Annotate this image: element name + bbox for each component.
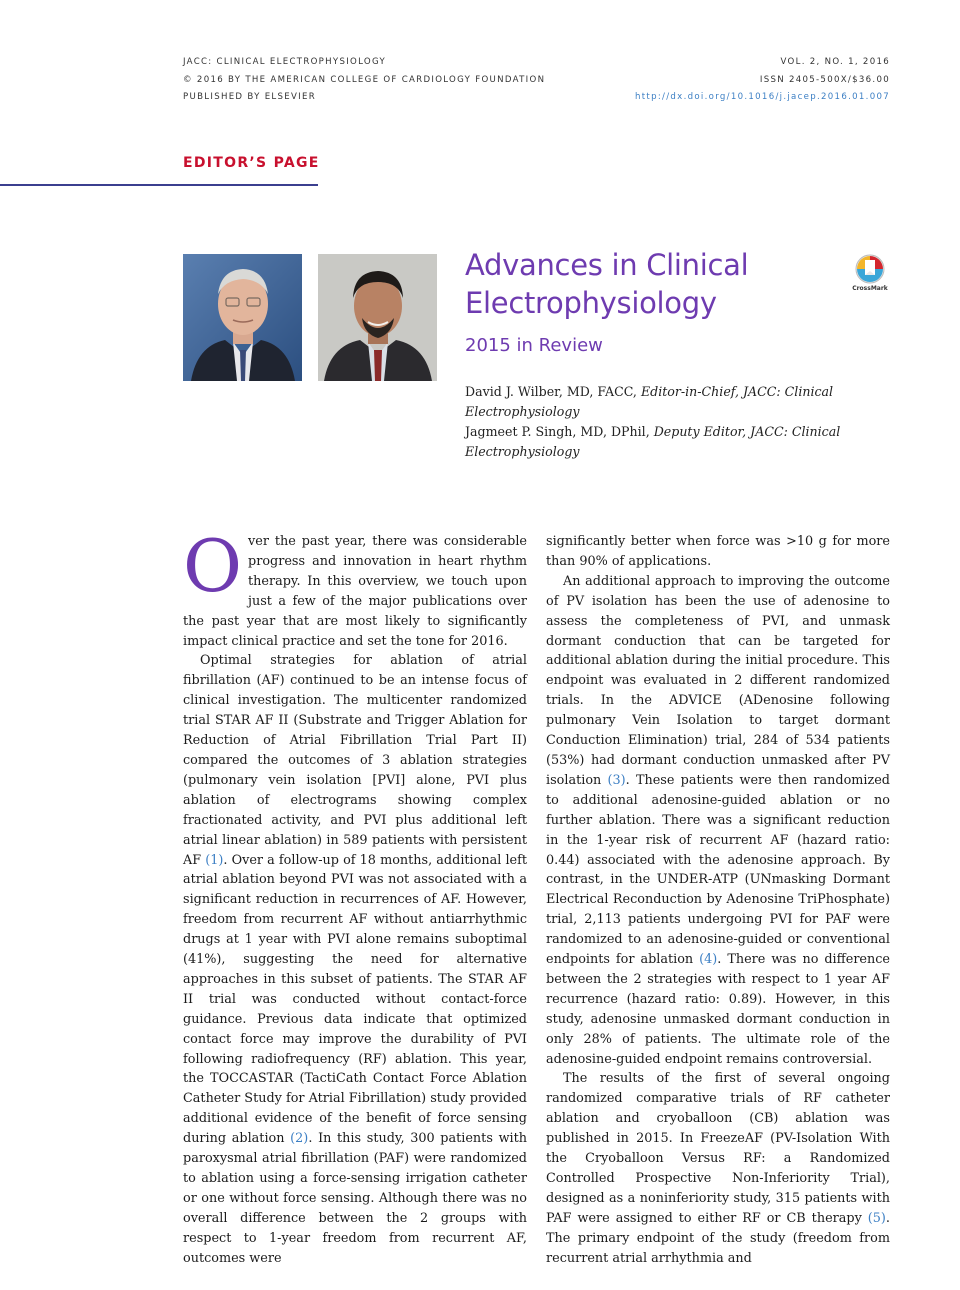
crossmark-icon[interactable] — [852, 254, 888, 292]
reference-link[interactable]: (5) — [867, 1210, 886, 1226]
crossmark-label: CrossMark — [852, 285, 888, 292]
paragraph-intro: Over the past year, there was considerable progress and innovation in heart rhythm therapy. In this overview, we touch upon just a few of the major publications over the past year that are most likely to significantly impact clinical practice and set the tone for 2016. — [183, 524, 527, 649]
paragraph-cryoballoon: The results of the first of several ongoing randomized comparative trials of RF catheter ablation and cryoballoon (CB) ablation was published in 2015. In FreezeAF (PV-Isolation With the Cryoballoon Versus RF: a Randomized Controlled Prospective Non-Inferiority Trial), designed as a noninferiority study, 315 patients with PAF were assigned to either RF or CB therapy (5). The primary endpoint of the study (freedom from recurrent atrial arrhythmia and — [546, 1071, 890, 1266]
reference-link[interactable]: (4) — [699, 952, 718, 968]
author-photo-wilber — [183, 254, 302, 381]
copyright-line: © 2016 BY THE AMERICAN COLLEGE OF CARDIOLOGY FOUNDATION — [183, 74, 546, 85]
journal-header — [183, 54, 545, 107]
volume-line: VOL. 2, NO. 1, 2016 — [780, 57, 890, 67]
author-role: Deputy Editor, JACC: Clinical Electrophysiology — [465, 424, 841, 459]
section-label: EDITOR’S PAGE — [183, 155, 320, 171]
reference-link[interactable]: (3) — [607, 772, 626, 788]
author-entry — [465, 422, 885, 462]
paragraph-af-ablation: Optimal strategies for ablation of atrial fibrillation (AF) continued to be an intense focus of clinical investigation. The multicenter randomized trial STAR AF II (Substrate and Trigger Ablation for Reduction of Atrial Fibrillation Trial Part II) compared the outcomes of 3 ablation strategies (pulmonary vein isolation [PVI] alone, PVI plus ablation of electrograms showing complex fractionated activity, and PVI plus additional left atrial linear ablation) in 589 patients with persistent AF (1). Over a follow-up of 18 months, additional left atrial ablation beyond PVI was not associated with a significant reduction in recurrences of AF. However, freedom from recurrent AF without antiarrhythmic drugs at 1 year with PVI alone remains suboptimal (41%), suggesting the need for alternative approaches in this subset of patients. The STAR AF II trial was conducted without contact-force guidance. Previous data indicate that optimized contact force may improve the durability of PVI following radiofrequency (RF) ablation. This year, the TOCCASTAR (TactiCath Contact Force Ablation Catheter Study for Atrial Fibrillation) study provided additional evidence of the benefit of force sensing during ablation (2). In this study, 300 patients with paroxysmal atrial fibrillation (PAF) were randomized to ablation using a force-sensing irrigation catheter or one without force sensing. Although there was no overall difference between the 2 groups with respect to 1-year freedom from recurrent AF, outcomes were — [183, 653, 527, 1266]
doi-link[interactable]: http://dx.doi.org/10.1016/j.jacep.2016.01.007 — [635, 92, 890, 102]
reference-link[interactable]: (2) — [290, 1131, 309, 1147]
article-subtitle: 2015 in Review — [465, 335, 603, 356]
article-title: Advances in Clinical Electrophysiology — [465, 248, 749, 320]
author-photo-singh — [318, 254, 437, 381]
body-column-left — [183, 524, 527, 1269]
paragraph-continued: significantly better when force was >10 g for more than 90% of applications. — [546, 534, 890, 569]
author-name: Jagmeet P. Singh, MD, DPhil, — [465, 424, 654, 439]
paragraph-adenosine: An additional approach to improving the outcome of PV isolation has been the use of adenosine to assess the completeness of PVI, and unmask dormant conduction that can be targeted for additional ablation during the initial procedure. This endpoint was evaluated in 2 different randomized trials. In the ADVICE (ADenosine following pulmonary Vein Isolation to target dormant Conduction Elimination) trial, 284 of 534 patients (53%) had dormant conduction unmasked after PV isolation (3). These patients were then randomized to additional adenosine-guided ablation or no further ablation. There was a significant reduction in the 1-year risk of recurrent AF (hazard ratio: 0.44) associated with the adenosine approach. By contrast, in the UNDER-ATP (UNmasking Dormant Electrical Reconduction by Adenosine TriPhosphate) trial, 2,113 patients undergoing PVI for PAF were randomized to an adenosine-guided or conventional endpoints for ablation (4). There was no difference between the 2 strategies with respect to 1 year AF recurrence (hazard ratio: 0.89). However, in this study, adenosine unmasked dormant conduction in only 28% of patients. The ultimate role of the adenosine-guided endpoint remains controversial. — [546, 573, 891, 1067]
reference-link[interactable]: (1) — [205, 852, 224, 868]
issue-info — [635, 54, 890, 107]
section-divider — [0, 184, 318, 186]
author-list — [465, 382, 885, 462]
author-role: Editor-in-Chief, JACC: Clinical Electrophysiology — [465, 384, 834, 419]
author-name: David J. Wilber, MD, FACC, — [465, 384, 641, 399]
journal-name: JACC: CLINICAL ELECTROPHYSIOLOGY — [183, 57, 387, 67]
drop-cap: O — [183, 524, 243, 608]
publisher-line: PUBLISHED BY ELSEVIER — [183, 92, 317, 102]
author-entry — [465, 382, 885, 422]
issn-line: ISSN 2405-500X/$36.00 — [759, 74, 890, 85]
body-column-right — [546, 532, 890, 1269]
